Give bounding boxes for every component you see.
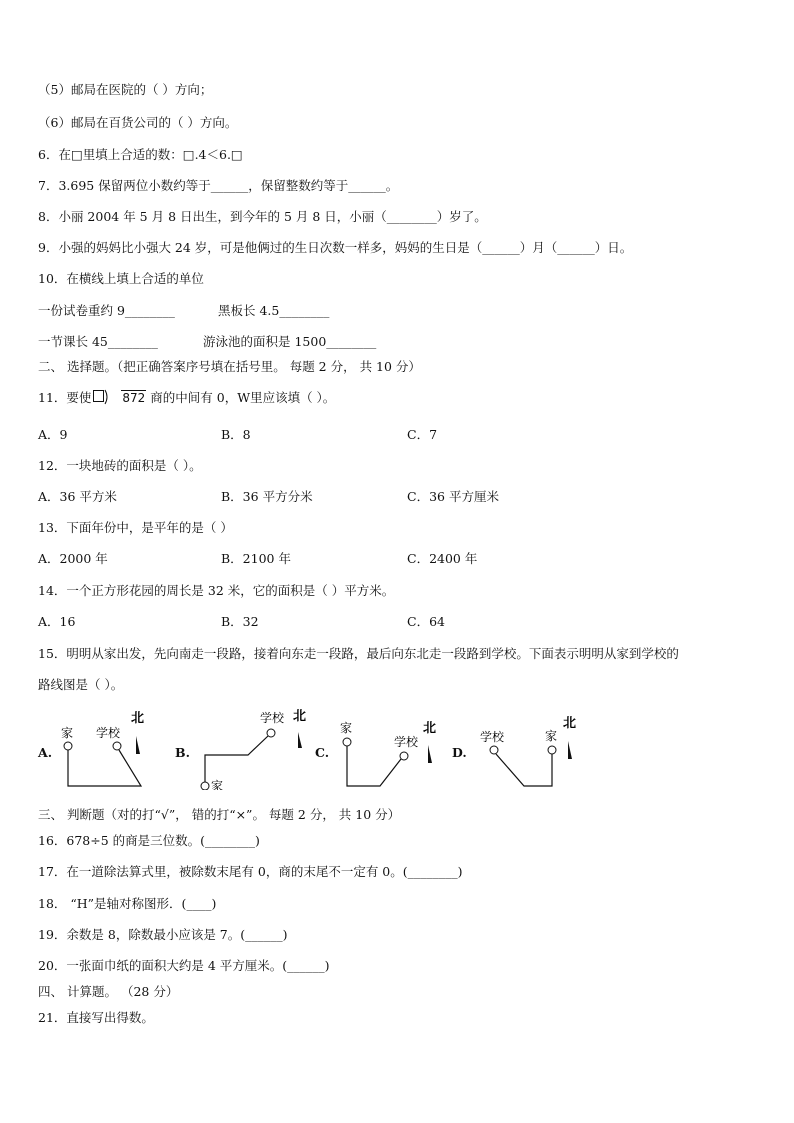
q14-option-a: A．16: [38, 614, 76, 629]
route-option-c: [340, 720, 436, 786]
route-option-a: [61, 711, 144, 786]
question-14: 14．一个正方形花园的周长是 32 米，它的面积是（ ）平方米。: [38, 583, 395, 598]
q11-option-b: B．8: [221, 427, 251, 442]
school-point: [490, 746, 498, 754]
q13-option-c: C．2400 年: [407, 551, 478, 566]
q5-sub: （5）邮局在医院的（ ）方向；: [38, 82, 213, 97]
question-10-b: 黑板长 4.5________: [218, 303, 330, 318]
home-point: [201, 782, 209, 790]
school-point: [113, 742, 121, 750]
school-point: [400, 752, 408, 760]
question-15-line-2: 路线图是（ ）。: [38, 677, 124, 692]
north-arrow-icon: [136, 736, 140, 754]
question-13: 13．下面年份中，是平年的是（ ）: [38, 520, 233, 535]
north-arrow-icon: [298, 732, 302, 748]
question-12: 12．一块地砖的面积是（ ）。: [38, 458, 202, 473]
question-9: 9．小强的妈妈比小强大 24 岁，可是他俩过的生日次数一样多，妈妈的生日是（______）月（______）日。: [38, 240, 633, 255]
question-20: 20．一张面巾纸的面积大约是 4 平方厘米。(______): [38, 958, 330, 973]
q11-option-c: C．7: [407, 427, 438, 442]
q14-option-b: B．32: [221, 614, 259, 629]
north-arrow-icon: [568, 741, 572, 759]
q12-option-b: B．36 平方分米: [221, 489, 313, 504]
question-7: 7．3.695 保留两位小数约等于______，保留整数约等于______。: [38, 178, 399, 193]
question-6: 6．在□里填上合适的数：□.4＜6.□: [38, 147, 243, 162]
question-10-c: 一节课长 45________: [38, 334, 158, 349]
home-point: [548, 746, 556, 754]
q6-sub: （6）邮局在百货公司的（ ）方向。: [38, 115, 238, 130]
route-diagrams: [0, 700, 794, 790]
question-11-suffix: 商的中间有 0，W里应该填（ ）。: [150, 390, 336, 405]
north-arrow-icon: [428, 745, 432, 763]
question-18: 18． “H”是轴对称图形．(____): [38, 896, 217, 911]
question-10: 10．在横线上填上合适的单位: [38, 271, 204, 286]
q12-option-a: A．36 平方米: [38, 489, 117, 504]
label-north: 北: [293, 709, 307, 724]
label-home: 家: [211, 779, 224, 790]
question-10-a: 一份试卷重约 9________: [38, 303, 175, 318]
label-north: 北: [423, 721, 437, 736]
question-19: 19．余数是 8，除数最小应该是 7。(______): [38, 927, 288, 942]
question-8: 8．小丽 2004 年 5 月 8 日出生，到今年的 5 月 8 日，小丽（________）岁了。: [38, 209, 487, 224]
long-division-symbol: [93, 389, 119, 405]
label-north: 北: [563, 716, 577, 731]
question-11-prefix: 11．要使: [38, 390, 92, 405]
dividend: 872: [122, 391, 146, 405]
q12-option-c: C．36 平方厘米: [407, 489, 499, 504]
question-11: [38, 389, 335, 407]
home-point: [343, 738, 351, 746]
q11-option-a: A．9: [38, 427, 68, 442]
route-path: [347, 746, 401, 786]
route-option-a-letter: A.: [38, 745, 53, 760]
route-path: [68, 750, 141, 786]
label-north: 北: [131, 711, 145, 726]
route-option-d: [480, 716, 576, 786]
route-path: [205, 736, 268, 782]
label-school: 学校: [394, 735, 419, 749]
label-school: 学校: [260, 711, 285, 725]
route-option-b-letter: B.: [175, 745, 190, 760]
label-home: 家: [545, 729, 558, 743]
q13-option-b: B．2100 年: [221, 551, 291, 566]
question-16: 16．678÷5 的商是三位数。(________): [38, 833, 260, 848]
home-point: [64, 742, 72, 750]
question-10-d: 游泳池的面积是 1500________: [203, 334, 377, 349]
label-home: 家: [340, 721, 353, 735]
section-4-heading: 四、 计算题。 （28 分）: [38, 984, 179, 999]
section-2-heading: 二、 选择题。（把正确答案序号填在括号里。 每题 2 分， 共 10 分）: [38, 359, 421, 374]
blank-square: [93, 390, 104, 402]
label-school: 学校: [480, 730, 505, 744]
question-21: 21．直接写出得数。: [38, 1010, 154, 1025]
route-option-c-letter: C.: [315, 745, 330, 760]
q13-option-a: A．2000 年: [38, 551, 108, 566]
route-option-b: [201, 709, 306, 790]
route-option-d-letter: D.: [452, 745, 467, 760]
q14-option-c: C．64: [407, 614, 445, 629]
label-home: 家: [61, 726, 74, 740]
route-path: [496, 754, 552, 786]
question-15-line-1: 15．明明从家出发，先向南走一段路，接着向东走一段路，最后向东北走一段路到学校。下面表示明明从家到学校的: [38, 646, 679, 661]
question-17: 17．在一道除法算式里，被除数末尾有 0，商的末尾不一定有 0。(________): [38, 864, 463, 879]
label-school: 学校: [96, 726, 121, 740]
school-point: [267, 729, 275, 737]
section-3-heading: 三、 判断题（对的打“√”， 错的打“×”。 每题 2 分， 共 10 分）: [38, 807, 401, 822]
